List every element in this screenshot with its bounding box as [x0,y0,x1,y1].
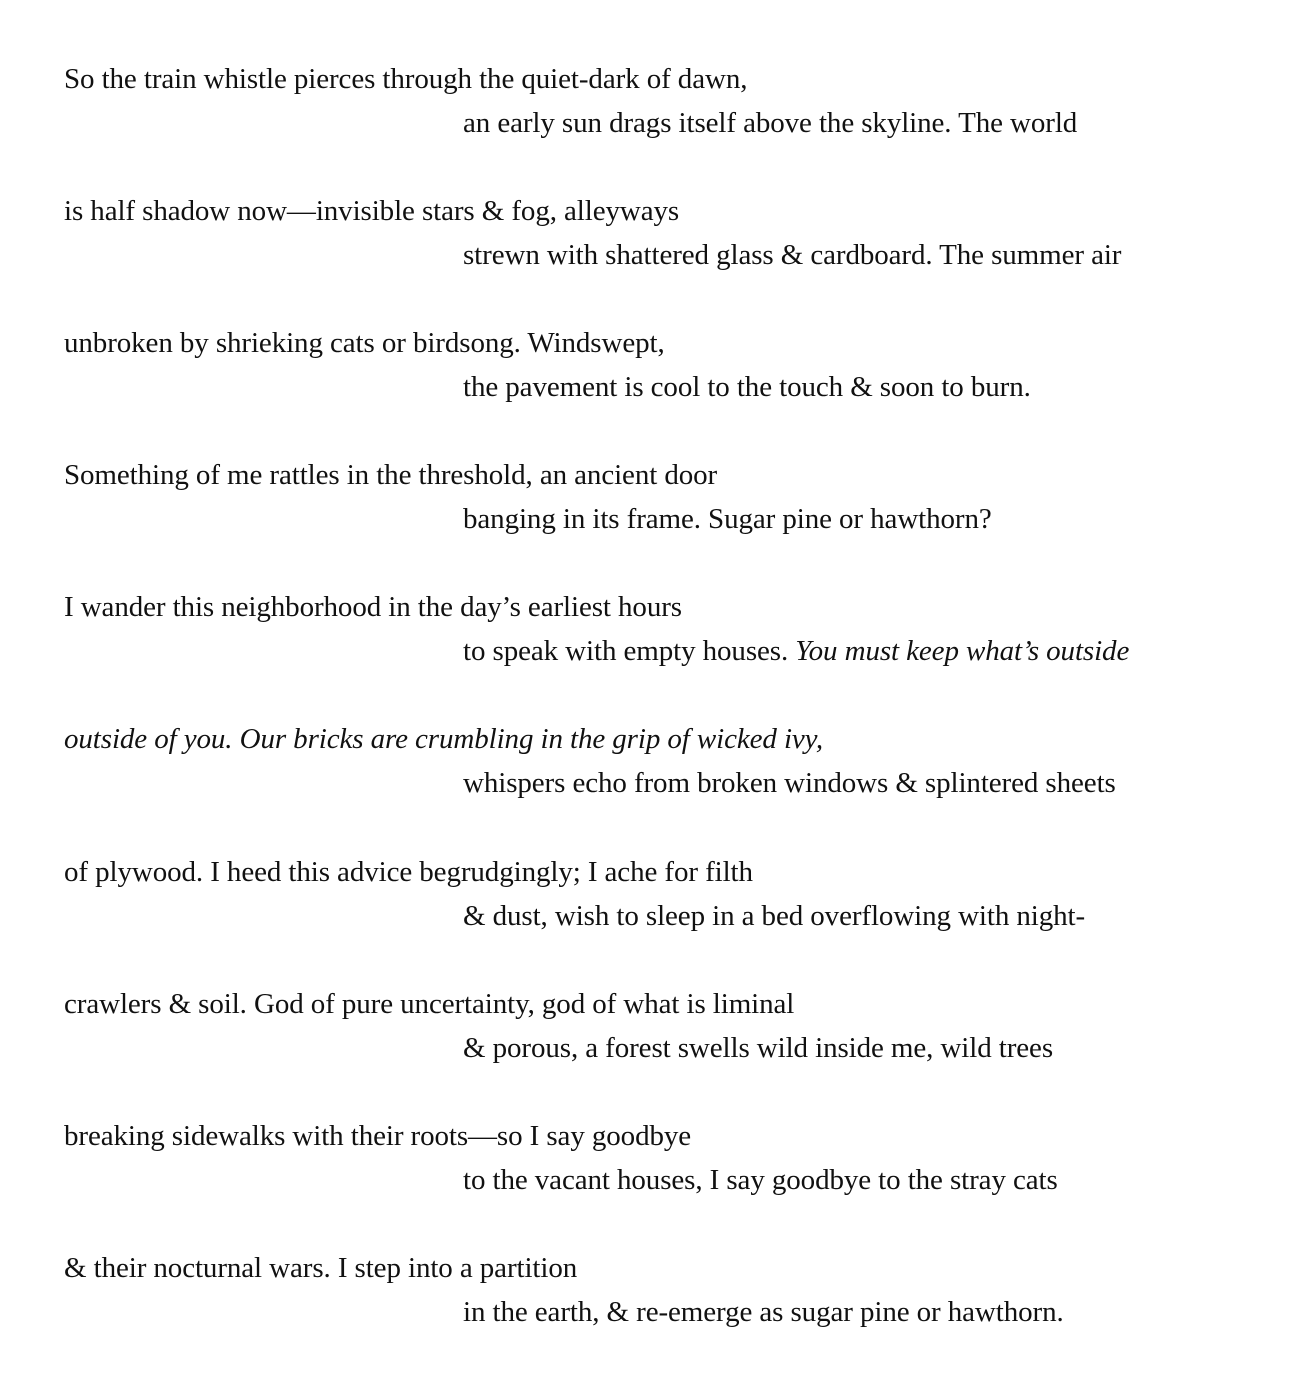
poem-line-indented: banging in its frame. Sugar pine or hawthorn? [463,503,992,535]
poem-line-italic: outside of you. Our bricks are crumbling in the grip of wicked ivy, [64,723,823,755]
couplet-7 [0,855,1311,955]
poem-line-indented: strewn with shattered glass & cardboard. The summer air [463,239,1122,271]
poem-line: is half shadow now—invisible stars & fog, alleyways [64,195,680,227]
poem-text-plain: to speak with empty houses. [463,635,796,667]
poem-line-indented: & dust, wish to sleep in a bed overflowing with night- [463,900,1086,932]
couplet-3 [0,326,1311,426]
couplet-6 [0,722,1311,822]
poem-line: I wander this neighborhood in the day’s earliest hours [64,591,682,623]
poem-line: Something of me rattles in the threshold, an ancient door [64,459,718,491]
poem-line-indented: whispers echo from broken windows & splintered sheets [463,767,1116,799]
couplet-8 [0,987,1311,1087]
poem-line-indented: to the vacant houses, I say goodbye to the stray cats [463,1164,1058,1196]
poem-line: of plywood. I heed this advice begrudgingly; I ache for filth [64,856,753,888]
poem-line: unbroken by shrieking cats or birdsong. Windswept, [64,327,665,359]
poem-line: So the train whistle pierces through the quiet-dark of dawn, [64,63,748,95]
couplet-1 [0,62,1311,162]
poem-line-indented: an early sun drags itself above the skyline. The world [463,107,1078,139]
poem-line: breaking sidewalks with their roots—so I say goodbye [64,1120,692,1152]
couplet-9 [0,1119,1311,1219]
poem-line-indented: the pavement is cool to the touch & soon to burn. [463,371,1031,403]
couplet-4 [0,458,1311,558]
poem-line-indented: & porous, a forest swells wild inside me, wild trees [463,1032,1054,1064]
poem-text-italic: You must keep what’s outside [795,635,1130,667]
couplet-5 [0,590,1311,690]
poem-line: crawlers & soil. God of pure uncertainty, god of what is liminal [64,988,795,1020]
poem-line-indented [463,634,1129,668]
couplet-2 [0,194,1311,294]
couplet-10 [0,1251,1311,1351]
poem-line: & their nocturnal wars. I step into a partition [64,1252,578,1284]
poem-line-indented: in the earth, & re-emerge as sugar pine or hawthorn. [463,1296,1064,1328]
